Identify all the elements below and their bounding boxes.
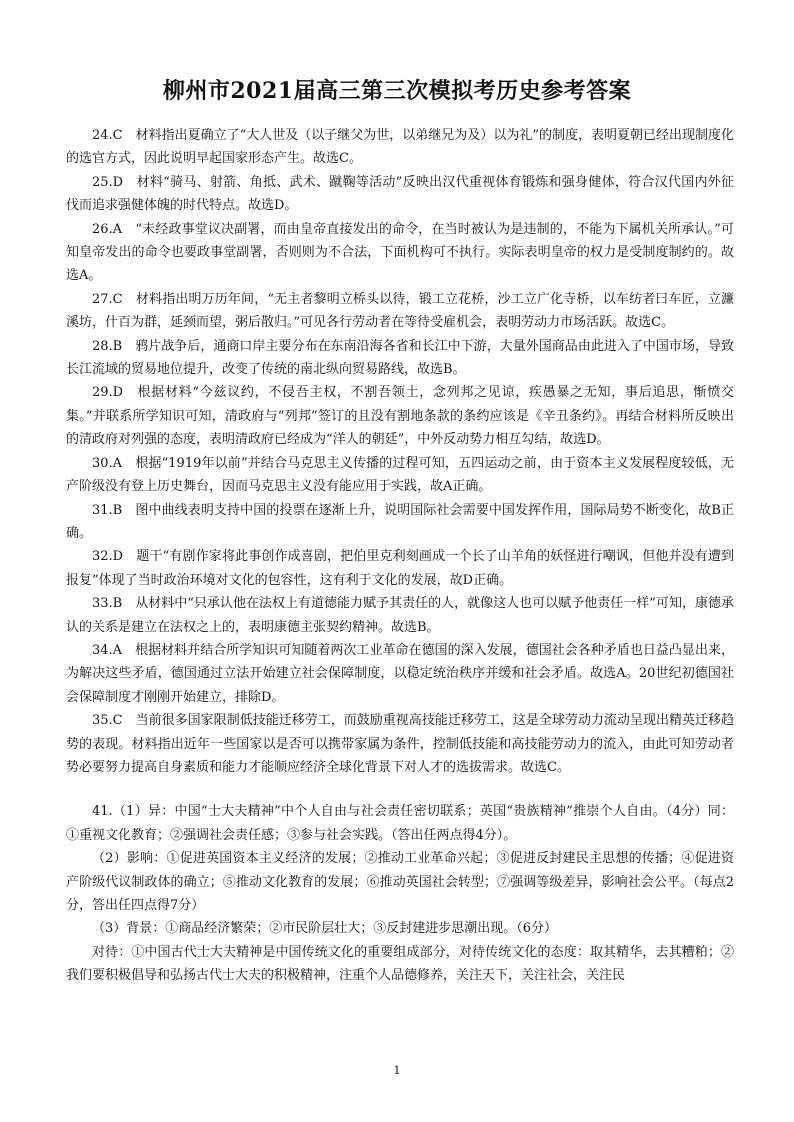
answer-29: 29.D 根据材料“今兹议约，不侵吾主权，不割吾领土，念列邦之见谅，疾愚暴之无知，事后追思，惭愤交集。”并联系所学知识可知，清政府与“列邦”签订的且没有割地条款的条约应该是《辛丑条约》。再结合材料所反映出的清政府对列强的态度，表明清政府已经成为“洋人的朝廷”，中外反动势力相互勾结，故选D。 [66,385,734,448]
page-number: 1 [393,1064,401,1077]
answer-34: 34.A 根据材料并结合所学知识可知随着两次工业革命在德国的深入发展，德国社会各种矛盾也日益凸显出来，为解决这些矛盾，德国通过立法开始建立社会保障制度，以稳定统治秩序并缓和社会矛盾。故选A。20世纪初德国社会保障制度才刚刚开始建立，排除D。 [66,642,734,705]
answer-24: 24.C 材料指出夏确立了“大人世及（以子继父为世，以弟继兄为及）以为礼”的制度，表明夏朝已经出现制度化的选官方式，因此说明早起国家形态产生。故选C。 [66,128,734,167]
answer-25: 25.D 材料“骑马、射箭、角抵、武术、蹴鞠等活动”反映出汉代重视体育锻炼和强身健体，符合汉代国内外征伐而追求强健体魄的时代特点。故选D。 [66,174,734,214]
answer-30: 30.A 根据“1919年以前”并结合马克思主义传播的过程可知，五四运动之前，由于资本主义发展程度较低，无产阶级没有登上历史舞台，因而马克思主义没有能应用于实践，故A正确。 [66,455,734,495]
answer-body [66,124,734,988]
answer-32: 32.D 题干“有剧作家将此事创作成喜剧，把伯里克利刻画成一个长了山羊角的妖怪进行嘲讽，但他并没有遭到报复”体现了当时政治环境对文化的包容性，这有利于文化的发展，故D正确。 [66,549,734,588]
answer-33: 33.B 从材料中“只承认他在法权上有道德能力赋予其责任的人，就像这人也可以赋予他责任一样”可知，康德承认的关系是建立在法权之上的，表明康德主张契约精神。故选B。 [66,596,734,635]
answer-35: 35.C 当前很多国家限制低技能迁移劳工，而鼓励重视高技能迁移劳工，这是全球劳动力流动呈现出精英迁移趋势的表现。材料指出近年一些国家以是否可以携带家属为条件，控制低技能和高技能劳动力的流入，由此可知劳动者势必要努力提高自身素质和能力才能顺应经济全球化背景下对人才的选拔需求。故选C。 [66,713,734,775]
essay-41-part1: 41.（1）异：中国“士大夫精神”中个人自由与社会责任密切联系；英国“贵族精神”推崇个人自由。（4分）同：①重视文化教育；②强调社会责任感；③参与社会实践。（答出任两点得4分）。 [66,804,734,843]
section-gap [66,779,734,800]
essay-41-part2: （2）影响：①促进英国资本主义经济的发展；②推动工业革命兴起；③促进反封建民主思想的传播；④促进资产阶级代议制政体的确立；⑤推动文化教育的发展；⑥推动英国社会转型；⑦强调等级差异，影响社会公平。（每点2分，答出任四点得7分） [66,851,734,913]
answer-26: 26.A “未经政事堂议决副署，而由皇帝直接发出的命令，在当时被认为是违制的，不能为下属机关所承认。”可知皇帝发出的命令也要政事堂副署，否则则为不合法，下面机构可不执行。实际表明皇帝的权力是受制度制约的。故选A。 [66,221,734,284]
answer-31: 31.B 图中曲线表明支持中国的投票在逐渐上升，说明国际社会需要中国发挥作用，国际局势不断变化，故B正确。 [66,502,734,541]
answer-27: 27.C 材料指出明万历年间，“无主者黎明立桥头以待，锻工立花桥，沙工立广化寺桥，以车纺者曰车匠，立濂溪坊，什百为群，延颈而望，粥后散归。”可见各行劳动者在等待受雇机会，表明劳动力市场活跃。故选C。 [66,291,734,331]
page-title: 柳州市2021届高三第三次模拟考历史参考答案 [162,78,632,104]
answer-28: 28.B 鸦片战争后，通商口岸主要分布在东南沿海各省和长江中下游，大量外国商品由此进入了中国市场，导致长江流域的贸易地位提升，改变了传统的南北纵向贸易路线，故选B。 [66,338,734,378]
essay-41-part3: （3）背景：①商品经济繁荣；②市民阶层壮大；③反封建进步思潮出现。（6分） [92,921,558,937]
essay-41-attitude: 对待：①中国古代士大夫精神是中国传统文化的重要组成部分，对待传统文化的态度：取其精华，去其糟粕；②我们要积极倡导和弘扬古代士大夫的积极精神，注重个人品德修养，关注天下，关注社会，关注民 [66,944,734,984]
